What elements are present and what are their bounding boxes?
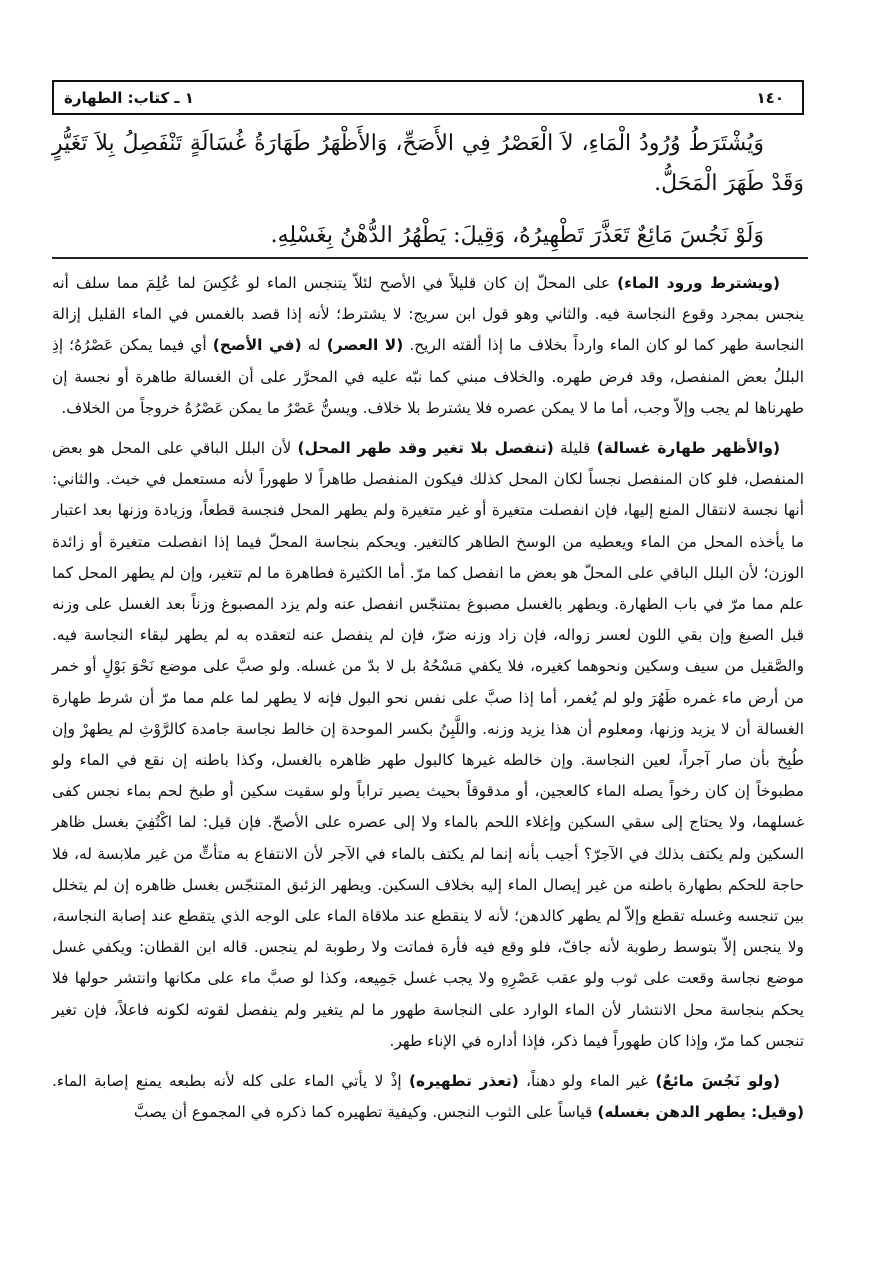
commentary-span: غير الماء ولو دهناً، [518, 1072, 656, 1091]
commentary-span: قياساً على الثوب النجس. وكيفية تطهيره كما ذكره في المجموع أن يصبَّ [133, 1103, 598, 1122]
matn-paragraph: وَلَوْ نَجُسَ مَائِعٌ تَعَذَّرَ تَطْهِيرُهُ، وَقِيلَ: يَطْهُرُ الدُّهْنُ بِغَسْلِهِ. [270, 223, 764, 248]
section-divider [52, 257, 808, 259]
commentary-span: لأن البلل الباقي على المحل هو بعض المنفصل، فلو كان المنفصل نجساً لكان المحل كذلك فيكون المنفصل طاهراً لا طهوراً لأنه مستعمل في خبث. والثاني: أنها نجسة لانتقال المنع إليها، فإن انفصلت متغيرة أو غير متغيرة ولم يطهر المحل فنجسة قطعاً، وزيادة وزنها بعد اعتبار ما يأخذه المحل من الماء ويعطيه من الوسخ الطاهر كالتغير. ويحكم بنجاسة المحلّ فيما إذا انفصلت متغيرة أو زائدة الوزن؛ لأن البلل الباقي على المحلّ هو بعض ما انفصل كما مرّ. أما الكثيرة فطاهرة ما لم تتغير، وإن لم يطهر المحل كما علم مما مرّ في باب الطهارة. ويطهر بالغسل مصبوغ بمتنجّس انفصل عنه ولم يزد المصبوغ وزناً بعد الغسل على وزنه قبل الصبغ وإن بقي اللون لعسر زواله، فإن زاد وزنه ضرّ، فإن لم ينفصل عنه لتعقده به لم يطهر لبقاء النجاسة فيه. والصَّقيل من سيف وسكين ونحوهما كغيره، فلا يكفي مَسْحُهُ بل لا بدّ من غسله. ولو صبَّ على موضع نَحْوَ بَوْلٍ أو خمر من أرض ماء غمره طَهُرَ ولو لم يُغمر، أما إذا صبَّ على نفس نحو البول فإنه لا يطهر لما علم مما مرّ أن شرط طهارة الغسالة أن لا يزيد وزنها، ومعلوم أن هذا يزيد وزنه. واللَّبِنُ بكسر الموحدة إن خالط نجاسة جامدة كالرَّوْثِ لم يطهرْ وإن طُبِخ بأن صار آجراً، لعين النجاسة. وإن خالطه غيرها كالبول طهر ظاهره بالغسل، وكذا باطنه إن نقع في الماء ولو مطبوخاً إن كان رخواً يصله الماء كالعجين، أو مدقوقاً بحيث يصير تراباً ولو سقيت سكين أو طبخ لحم بماء نجس كفى غسلهما، ولا يحتاج إلى سقي السكين وإغلاء اللحم بالماء ولا إلى عصره على الأصحّ. فإن قيل: لما اكْتُفِيَ بغسل ظاهر السكين ولم يكتف بذلك في الآجرّ؟ أجيب بأنه إنما لم يكتف بالماء في الآجر لأن الانتفاع به متأتٍّ من غير ملابسة له، فلا حاجة للحكم بطهارة باطنه من غير إيصال الماء إليه بخلاف السكين. ويطهر الزئبق المتنجّس بغسل ظاهره إن لم يتخلل بين تنجسه وغسله تقطع وإلاّ لم يطهر كالدهن؛ لأنه لا ينقطع عند ملاقاة الماء على الوجه الذي يتقطع عند إصابة النجاسة، ولا ينجس إلاّ بتوسط رطوبة لأنه جافّ، فلو وقع فيه فأرة فماتت ولا رطوبة لم ينجس. قاله ابن القطان: ويكفي غسل موضع نجاسة وقعت على ثوب ولو عقب عَصْرِهِ ولا يجب غسل جَمِيعه، وكذا لو صبَّ ماء على مكانها وانتشر حولها فلا يحكم بنجاسة محل الانتشار لأن الماء الوارد على النجاسة طهور ما لم يتغير ولم ينفصل لقوته لكونه فاعلاً، فإن تغير تنجس كما مرّ، وإذا كان طهوراً فيما ذكر، فإذا أداره في الإناء طهر. [52, 439, 804, 1050]
page-number: ١٤٠ [756, 88, 784, 107]
commentary-text [52, 268, 804, 1128]
running-header [52, 80, 804, 115]
chapter-title: ١ ـ كتاب: الطهارة [64, 88, 194, 107]
commentary-paragraph [52, 268, 804, 424]
commentary-paragraph [52, 433, 804, 1057]
quoted-matn: (لا العصر) [326, 336, 404, 355]
commentary-span: قليلة [553, 439, 597, 458]
commentary-span: أي فيما يمكن عَصْرُهُ؛ إذِ البللُ بعض المنفصل، وقد فرض طهره. والخلاف مبني كما نبّه عليه في المحرَّر على أن الغسالة طاهرة أو نجسة إن طهرناها لم يجب وإلاّ وجب، أما ما لا يمكن عصره فلا يشترط بلا خلاف. ويسنُّ عَصْرُ ما يمكن عَصْرُهُ خروجاً من الخلاف. [52, 336, 804, 417]
commentary-paragraph [52, 1066, 804, 1128]
quoted-matn: (تنفصل بلا تغير وقد طهر المحل) [297, 439, 554, 458]
matn-paragraph: وَيُشْتَرَطُ وُرُودُ الْمَاءِ، لاَ الْعَصْرُ فِي الأَصَحِّ، وَالأَظْهَرُ طَهَارَةُ غُسَالَةٍ تَنْفَصِلُ بِلاَ تَغَيُّرٍ وَقَدْ طَهَرَ الْمَحَلُّ. [52, 131, 804, 196]
matn-text [52, 124, 804, 256]
quoted-matn: (تعذر تطهيره) [408, 1072, 519, 1091]
commentary-span: إذْ لا يأتي الماء على كله لأنه بطبعه يمنع إصابة الماء. [52, 1072, 409, 1091]
quoted-matn: (والأظهر طهارة غسالة) [596, 439, 781, 458]
book-page [52, 0, 808, 1264]
quoted-matn: (في الأصح) [212, 336, 302, 355]
quoted-matn: (ويشترط ورود الماء) [617, 274, 780, 292]
quoted-matn: (وقيل: يطهر الدهن بغسله) [597, 1103, 804, 1122]
commentary-span: له [301, 336, 327, 355]
quoted-matn: (ولو نَجُسَ مائعٌ) [655, 1072, 781, 1091]
commentary-span: على المحلّ إن كان قليلاً في الأصح لئلاّ يتنجس الماء لو عُكِسَ لما عُلِمَ مما سلف أنه ينجس بمجرد وقوع النجاسة فيه. والثاني وهو قول ابن سريج: لا يشترط؛ لأنه إذا قصد بالغمس في الماء القليل إزالة النجاسة طهر كما لو كان الماء وارداً بخلاف ما إذا ألقته الريح. [52, 274, 805, 355]
